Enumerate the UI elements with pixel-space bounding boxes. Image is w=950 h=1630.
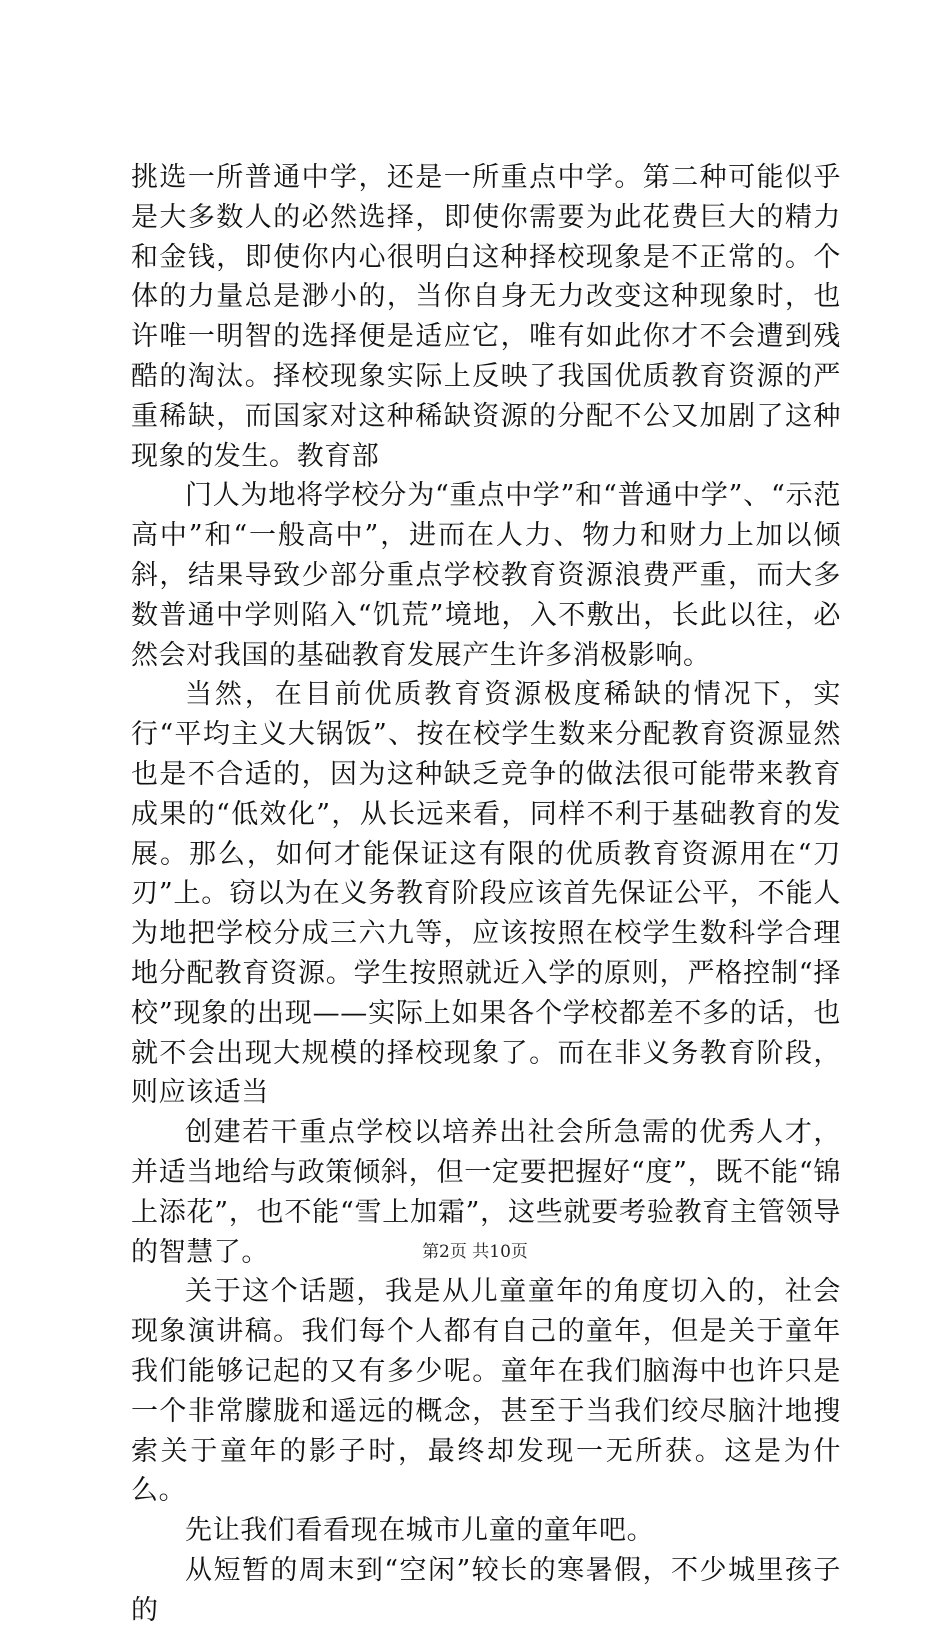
- page-footer: 第2页 共10页: [422, 1242, 528, 1262]
- paragraph: 当然，在目前优质教育资源极度稀缺的情况下，实行“平均主义大锅饭”、按在校学生数来分配教育资源显然也是不合适的，因为这种缺乏竞争的做法很可能带来教育成果的“低效化”，从长远来看，同样不利于基础教育的发展。那么，如何才能保证这有限的优质教育资源用在“刀刃”上。窃以为在义务教育阶段应该首先保证公平，不能人为地把学校分成三六九等，应该按照在校学生数科学合理地分配教育资源。学生按照就近入学的原则，严格控制“择校”现象的出现——实际上如果各个学校都差不多的话，也就不会出现大规模的择校现象了。而在非义务教育阶段，则应该适当: [131, 679, 841, 1109]
- paragraph: 从短暂的周末到“空闲”较长的寒暑假，不少城里孩子的: [131, 1554, 841, 1626]
- body-text: [131, 158, 841, 1630]
- paragraph: 创建若干重点学校以培养出社会所急需的优秀人才，并适当地给与政策倾斜，但一定要把握好“度”，既不能“锦上添花”，也不能“雪上加霜”，这些就要考验教育主管领导的智慧了。: [131, 1117, 841, 1268]
- paragraph: 挑选一所普通中学，还是一所重点中学。第二种可能似乎是大多数人的必然选择，即使你需要为此花费巨大的精力和金钱，即使你内心很明白这种择校现象是不正常的。个体的力量总是渺小的，当你自身无力改变这种现象时，也许唯一明智的选择便是适应它，唯有如此你才不会遭到残酷的淘汰。择校现象实际上反映了我国优质教育资源的严重稀缺，而国家对这种稀缺资源的分配不公又加剧了这种现象的发生。教育部: [131, 162, 841, 472]
- paragraph: 门人为地将学校分为“重点中学”和“普通中学”、“示范高中”和“一般高中”，进而在人力、物力和财力上加以倾斜，结果导致少部分重点学校教育资源浪费严重，而大多数普通中学则陷入“饥荒”境地，入不敷出，长此以往，必然会对我国的基础教育发展产生许多消极影响。: [131, 480, 841, 671]
- paragraph: 先让我们看看现在城市儿童的童年吧。: [185, 1515, 655, 1547]
- paragraph: 关于这个话题，我是从儿童童年的角度切入的，社会现象演讲稿。我们每个人都有自己的童年，但是关于童年我们能够记起的又有多少呢。童年在我们脑海中也许只是一个非常朦胧和遥远的概念，甚至于当我们绞尽脑汁地搜索关于童年的影子时，最终却发现一无所获。这是为什么。: [131, 1276, 841, 1507]
